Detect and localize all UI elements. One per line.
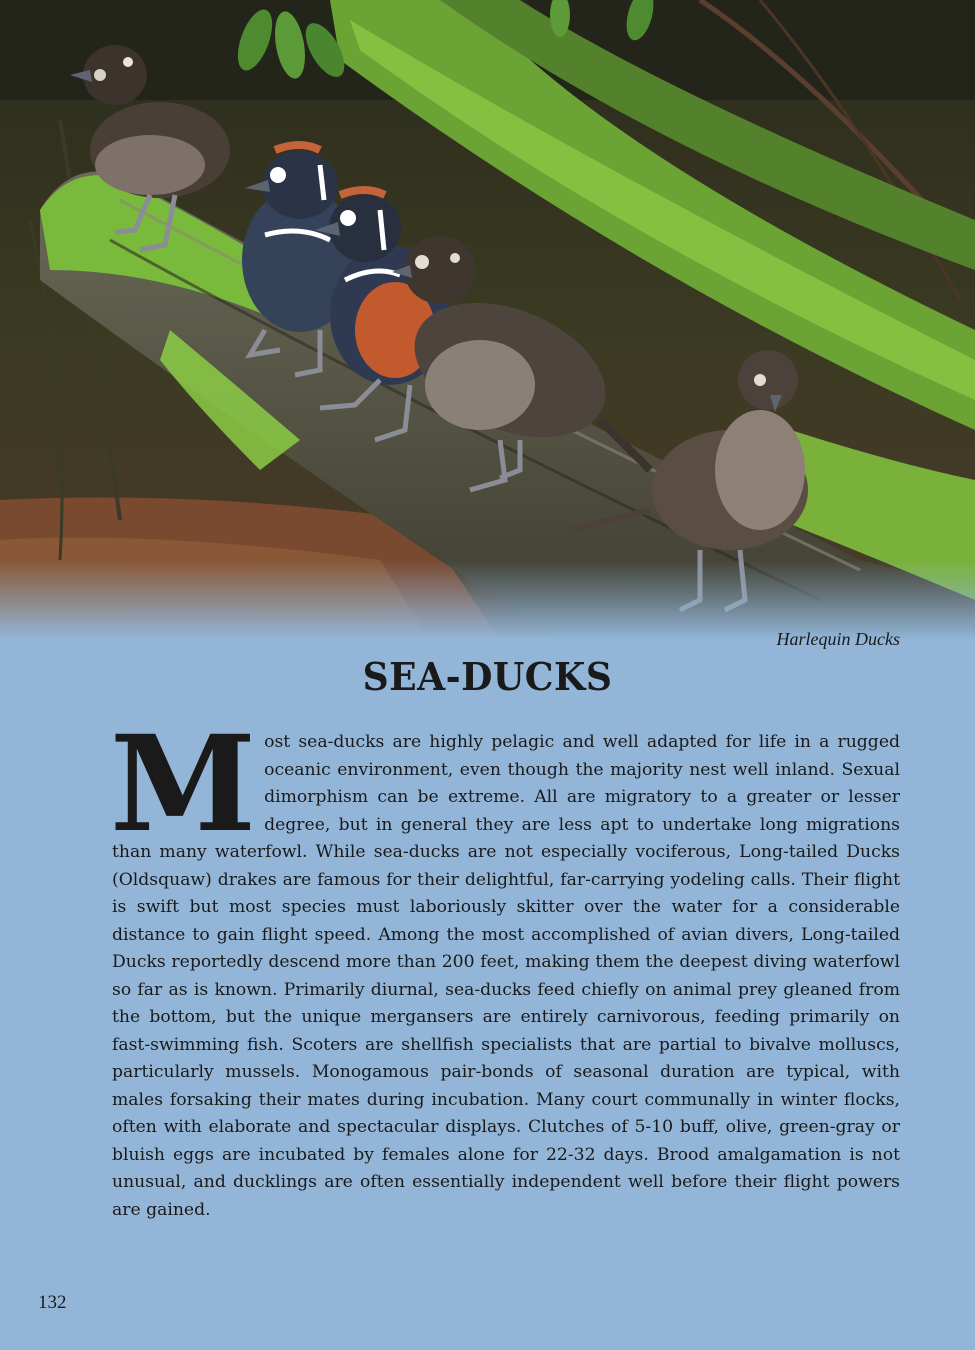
photo-caption: Harlequin Ducks [776, 629, 900, 649]
article-body [110, 707, 900, 1224]
page-number: 132 [38, 1292, 67, 1313]
harlequin-ducks-photo [0, 0, 975, 640]
article-body-text: ost sea-ducks are highly pelagic and well adapted for life in a rugged oceanic environment, even though the majority nest well inland. Sexual dimorphism can be extreme. All are migratory to a greater or lesser degree, but in general they are less apt to undertake long migrations than many waterfowl. While sea-ducks are not especially vociferous, Long-tailed Ducks (Oldsquaw) drakes are famous for their delightful, far-carrying yodeling calls. Their flight is swift but most species must laboriously skitter over the water for a considerable distance to gain flight speed. Among the most accomplished of avian divers, Long-tailed Ducks reportedly descend more than 200 feet, making them the deepest diving waterfowl so far as is known. Primarily diurnal, sea-ducks feed chiefly on animal prey gleaned from the bottom, but the unique mergansers are entirely carnivorous, feeding primarily on fast-swimming fish. Scoters are shellfish specialists that are partial to bivalve molluscs, particularly mussels. Monogamous pair-bonds of seasonal duration are typical, with males forsaking their mates during incubation. Many court communally in winter flocks, often with elaborate and spectacular displays. Clutches of 5-10 buff, olive, green-gray or bluish eggs are incubated by females alone for 22-32 days. Brood amalgamation is not unusual, and ducklings are often essentially independent well before their flight powers are gained. [112, 732, 900, 1220]
section-title: SEA-DUCKS [362, 654, 613, 699]
drop-cap: M [110, 707, 257, 862]
